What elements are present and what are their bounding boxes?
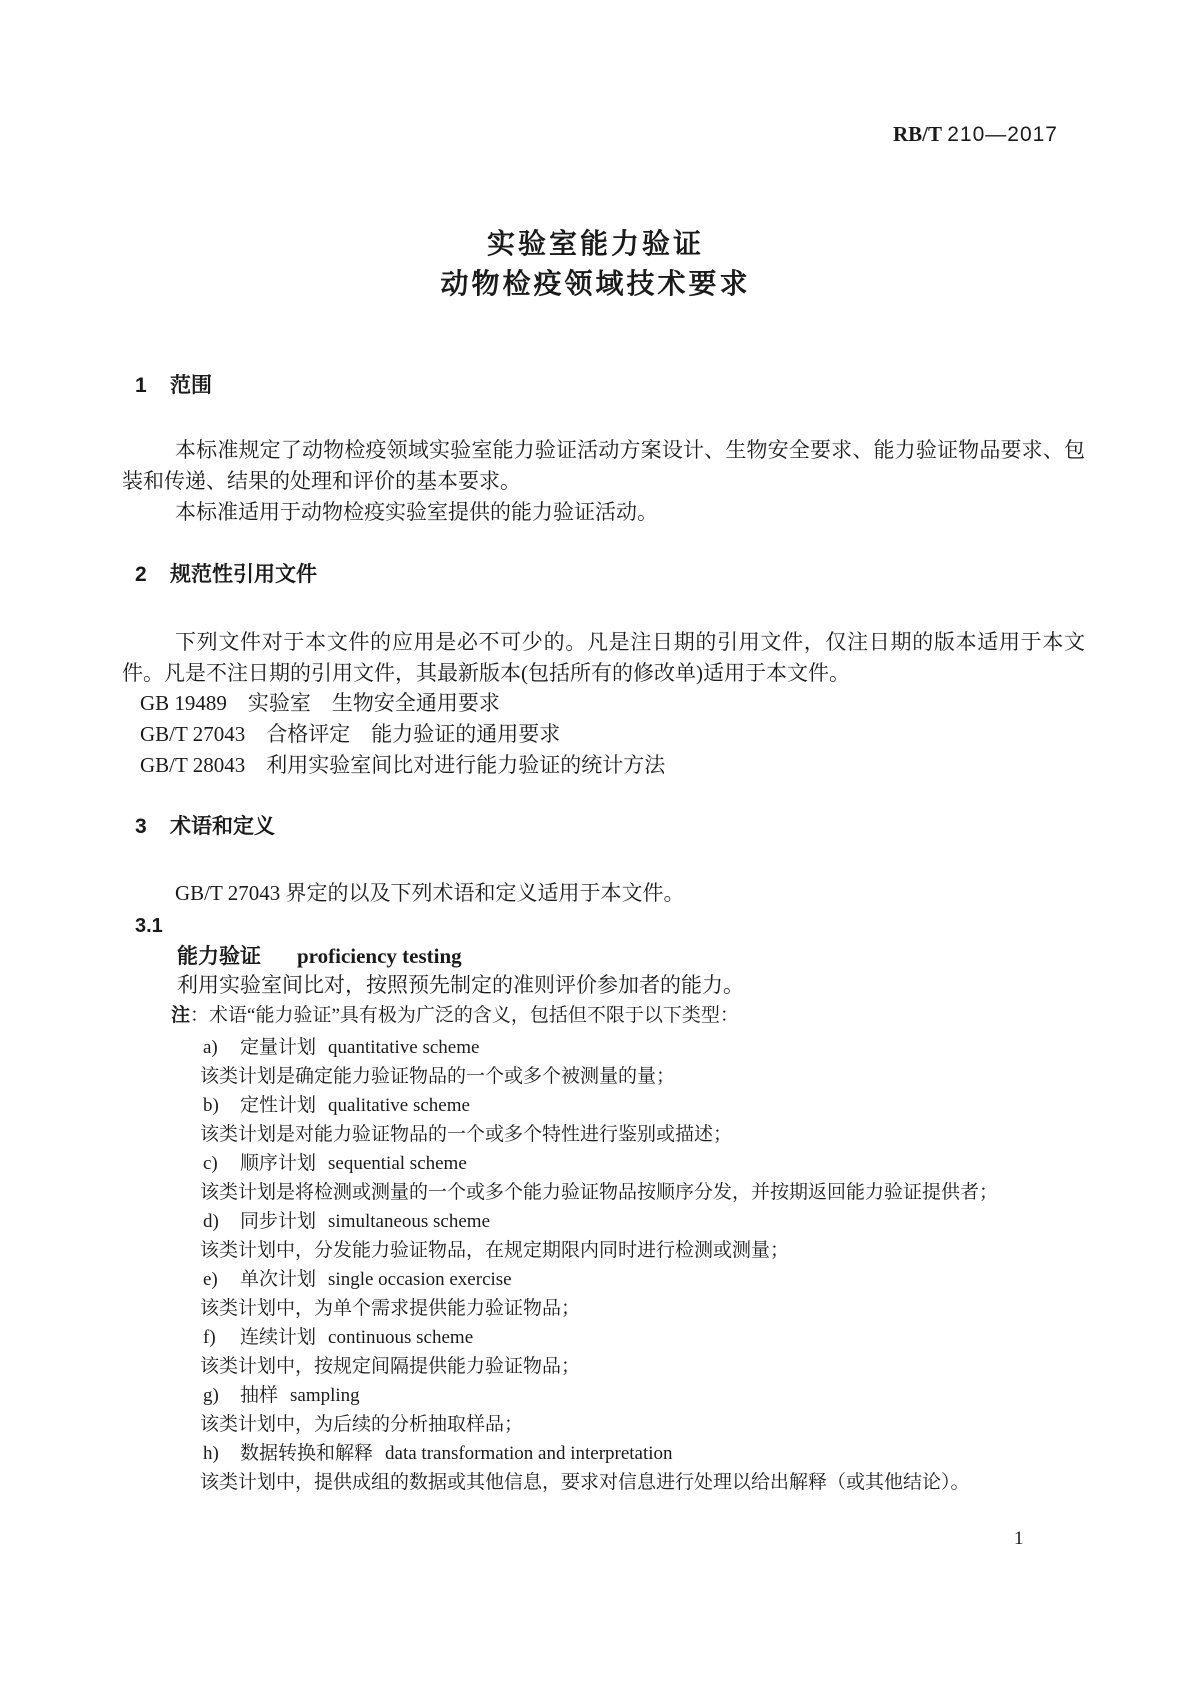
section-2-number: 2 [135,563,147,586]
note-item-c-desc: 该类计划是将检测或测量的一个或多个能力验证物品按顺序分发，并按期返回能力验证提供者； [200,1182,999,1203]
section-2-title: 规范性引用文件 [170,563,317,586]
note-item-h [203,1442,673,1466]
note-item-term-en: simultaneous scheme [328,1211,491,1232]
note-item-label: d) [203,1211,219,1232]
note-item-label: c) [203,1153,218,1174]
section-3-number: 3 [135,815,147,838]
note-item-term-zh: 抽样 [240,1385,279,1406]
note-item-term-zh: 定量计划 [240,1037,317,1058]
normative-reference: GB/T 27043 合格评定 能力验证的通用要求 [140,722,561,746]
note-item-b-desc: 该类计划是对能力验证物品的一个或多个特性进行鉴别或描述； [200,1124,733,1145]
section-1-number: 1 [135,374,147,397]
section-2-heading [135,563,317,587]
note-item-term-en: quantitative scheme [328,1037,480,1058]
note-item-term-zh: 定性计划 [240,1095,317,1116]
section-1-paragraph-1: 本标准规定了动物检疫领域实验室能力验证活动方案设计、生物安全要求、能力验证物品要求、包装和传递、结果的处理和评价的基本要求。 [122,438,1085,493]
note-item-term-zh: 顺序计划 [240,1153,317,1174]
section-3-paragraph-1: GB/T 27043 界定的以及下列术语和定义适用于本文件。 [175,881,685,905]
note-item-term-zh: 单次计划 [240,1269,317,1290]
note-item-d [203,1210,490,1234]
term-english: proficiency testing [297,944,462,968]
note-item-g-desc: 该类计划中，为后续的分析抽取样品； [200,1414,524,1435]
note-item-a [203,1036,479,1060]
note-item-b [203,1094,470,1118]
note-item-label: a) [203,1037,218,1058]
note-item-label: e) [203,1269,218,1290]
note-item-term-en: data transformation and interpretation [385,1443,673,1464]
doc-code-prefix: RB/T [892,122,942,146]
doc-code-number: 210—2017 [947,123,1058,146]
note-item-e-desc: 该类计划中，为单个需求提供能力验证物品； [200,1298,581,1319]
normative-reference: GB/T 28043 利用实验室间比对进行能力验证的统计方法 [140,753,666,777]
note-item-label: b) [203,1095,219,1116]
doc-title-line2: 动物检疫领域技术要求 [440,268,751,299]
note-label: 注 [171,1005,191,1026]
note-text: ：术语“能力验证”具有极为广泛的含义，包括但不限于以下类型： [190,1005,739,1026]
term-definition: 利用实验室间比对，按照预先制定的准则评价参加者的能力。 [177,973,744,997]
section-2-paragraph-1: 下列文件对于本文件的应用是必不可少的。凡是注日期的引用文件，仅注日期的版本适用于本文件。凡是不注日期的引用文件，其最新版本(包括所有的修改单)适用于本文件。 [122,630,1085,685]
note-item-label: g) [203,1385,219,1406]
note-item-f [203,1326,473,1350]
section-1-heading [135,374,212,398]
note-item-term-en: single occasion exercise [328,1269,512,1290]
note-item-term-en: continuous scheme [328,1327,474,1348]
note-item-c [203,1152,467,1176]
note-item-term-zh: 连续计划 [240,1327,317,1348]
term-chinese: 能力验证 [177,945,261,968]
page-number: 1 [1014,1528,1024,1549]
doc-title-line1: 实验室能力验证 [486,228,704,259]
note-item-f-desc: 该类计划中，按规定间隔提供能力验证物品； [200,1356,581,1377]
note-item-term-en: sampling [290,1385,360,1406]
section-3-heading [135,815,275,839]
term-entry [177,943,462,970]
normative-reference: GB 19489 实验室 生物安全通用要求 [140,691,500,715]
note-item-label: h) [203,1443,219,1464]
note-item-term-en: sequential scheme [328,1153,467,1174]
note-item-h-desc: 该类计划中，提供成组的数据或其他信息，要求对信息进行处理以给出解释（或其他结论）。 [200,1472,970,1493]
note-item-a-desc: 该类计划是确定能力验证物品的一个或多个被测量的量； [200,1066,676,1087]
note-item-term-en: qualitative scheme [328,1095,470,1116]
note-item-e [203,1268,512,1292]
section-1-paragraph-2: 本标准适用于动物检疫实验室提供的能力验证活动。 [175,500,658,524]
note-item-d-desc: 该类计划中，分发能力验证物品，在规定期限内同时进行检测或测量； [200,1240,790,1261]
note-item-g [203,1384,360,1408]
note-item-term-zh: 同步计划 [240,1211,317,1232]
section-3-title: 术语和定义 [170,815,275,838]
note [171,1004,739,1028]
note-item-term-zh: 数据转换和解释 [240,1443,374,1464]
clause-3-1-number: 3.1 [135,915,163,937]
doc-code-header [893,122,1058,147]
note-item-label: f) [203,1327,216,1348]
section-1-title: 范围 [170,374,212,397]
